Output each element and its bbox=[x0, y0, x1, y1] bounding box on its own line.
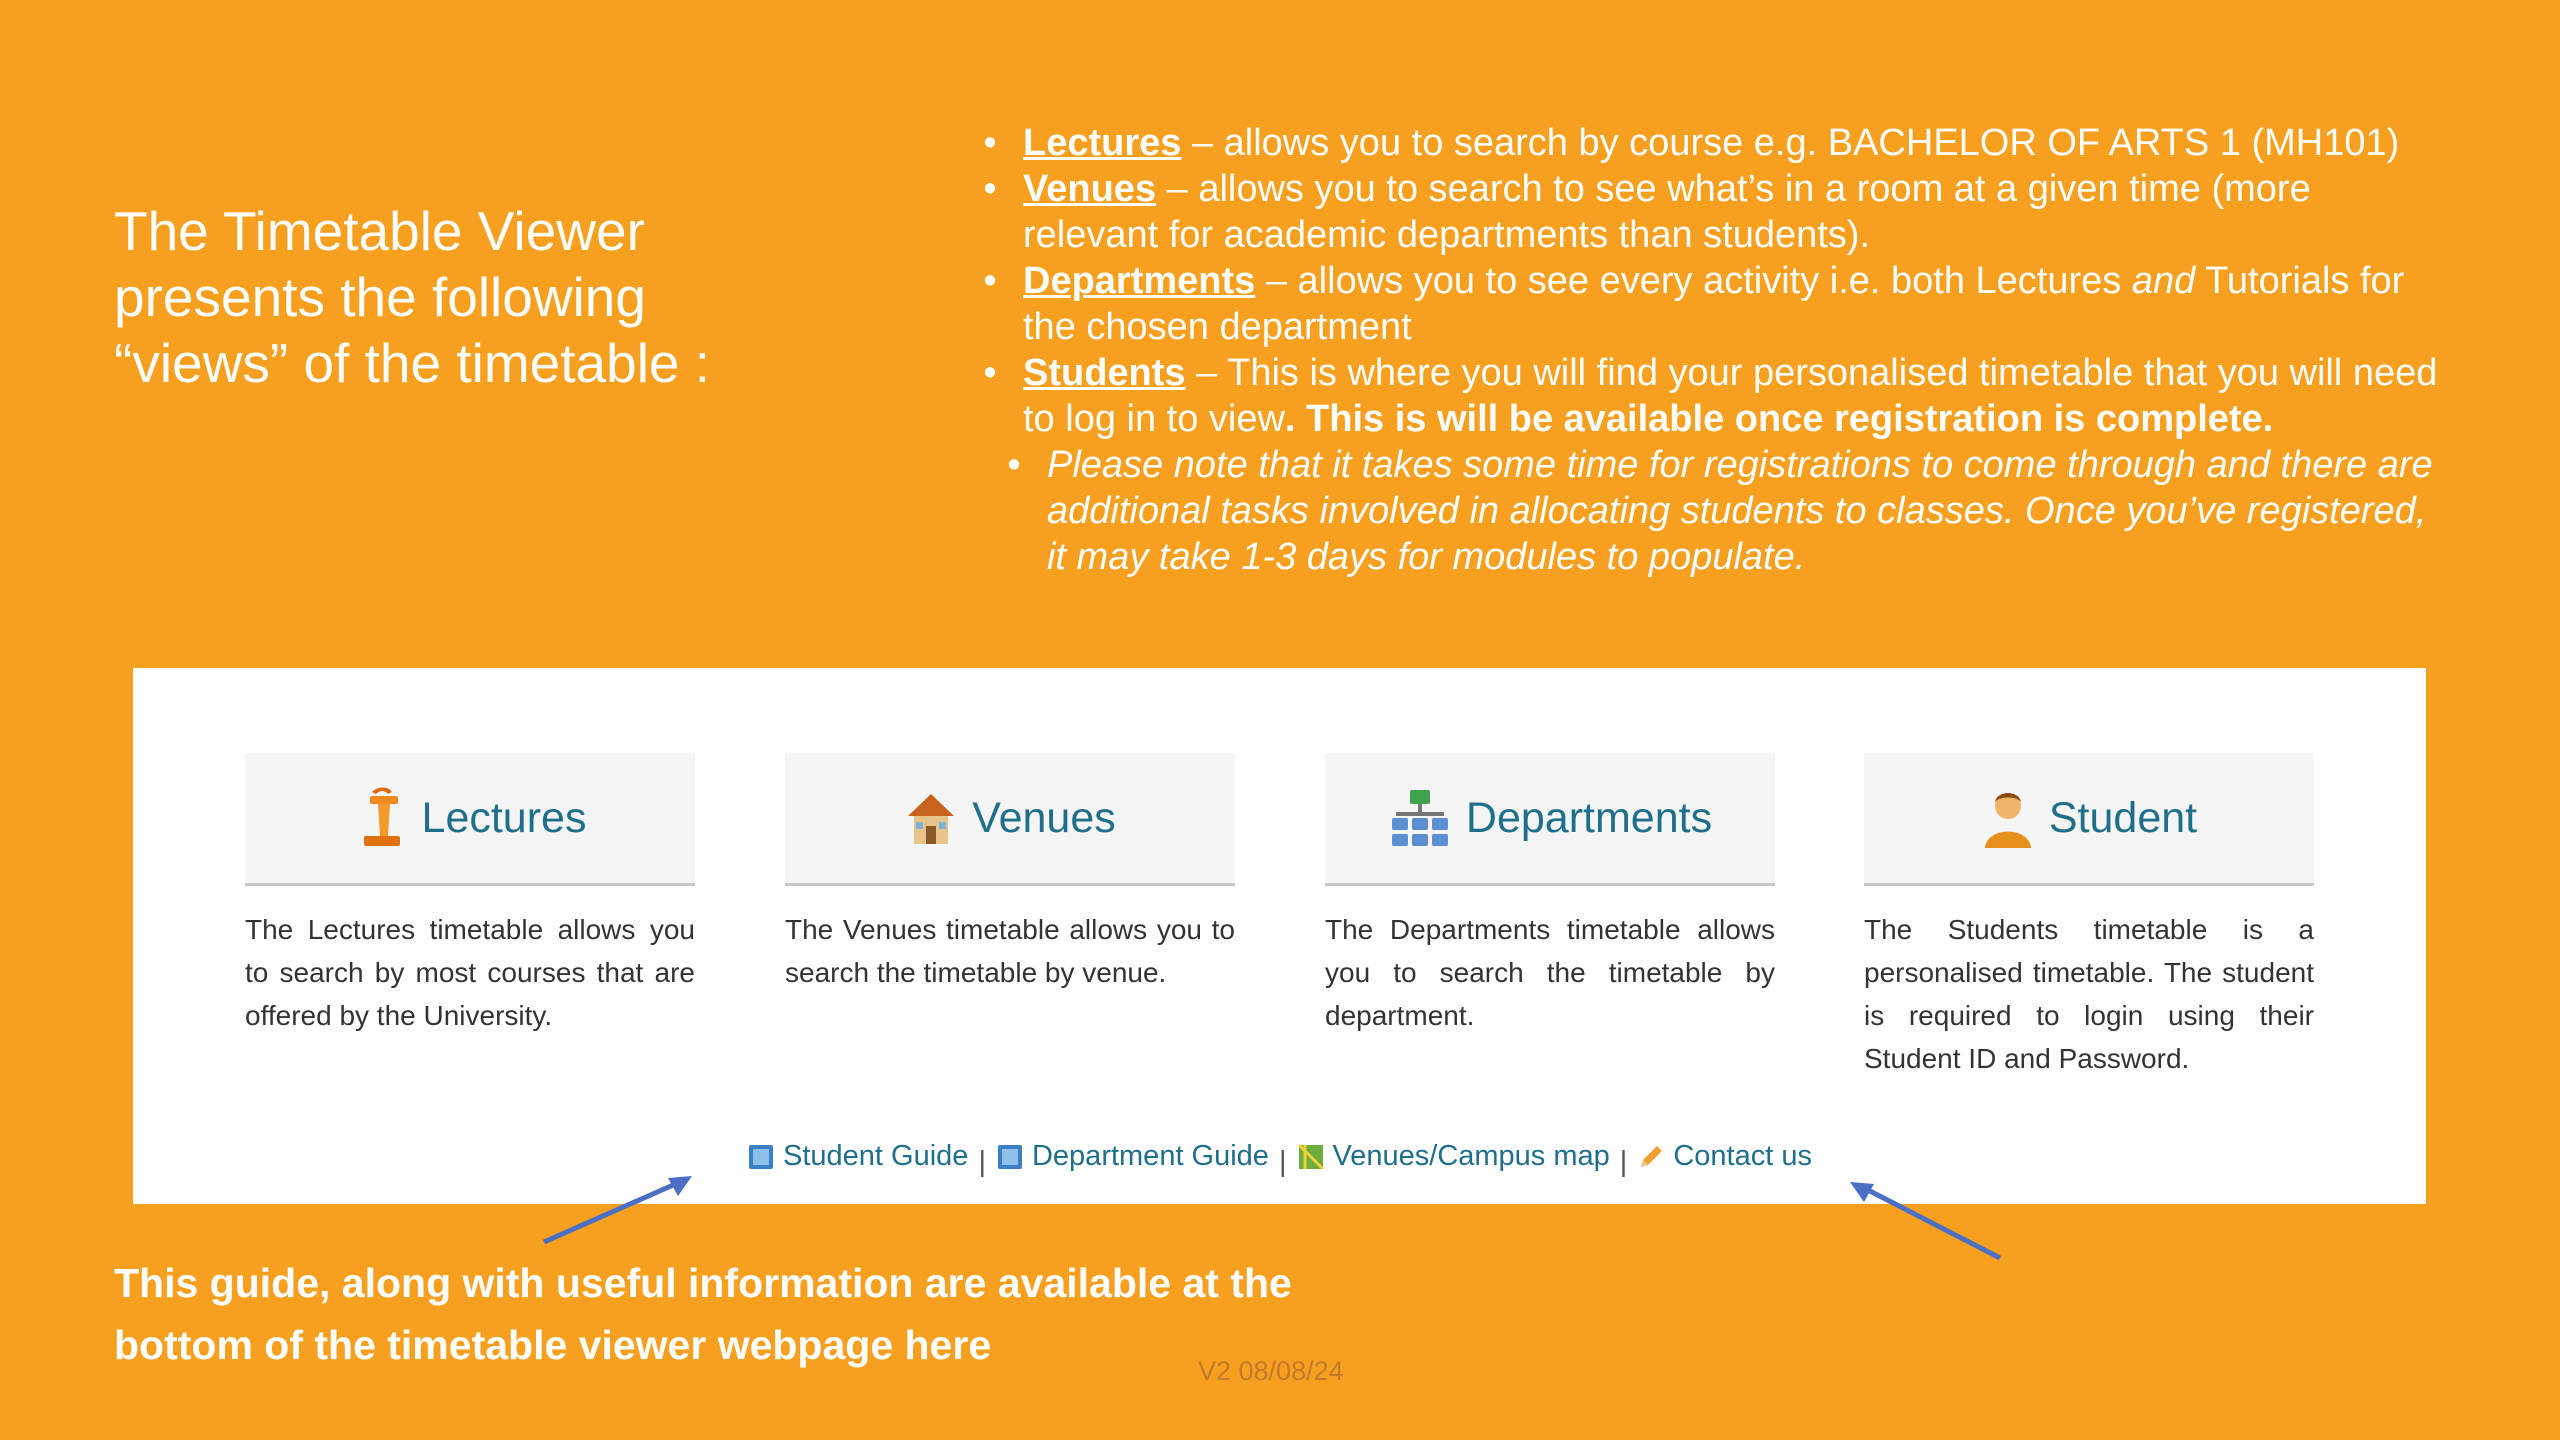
bullet-text-departments-before: – allows you to see every activity i.e. both Lectures bbox=[1255, 260, 2132, 302]
bullet-term-lectures: Lectures bbox=[1023, 122, 1182, 164]
card-title-venues: Venues bbox=[972, 793, 1116, 842]
bullet-text-venues: – allows you to search to see what’s in a room at a given time (more relevant for academic departments than students). bbox=[1023, 168, 2311, 256]
bullet-term-venues: Venues bbox=[1023, 168, 1157, 210]
bullet-dot: • bbox=[983, 260, 997, 302]
card-description-venues: The Venues timetable allows you to search the timetable by venue. bbox=[785, 914, 1235, 988]
bullet-dot: • bbox=[983, 352, 997, 394]
card-header-departments[interactable] bbox=[1325, 753, 1775, 886]
contact-us-link[interactable] bbox=[1637, 1140, 1812, 1173]
bullet-students bbox=[975, 350, 2445, 442]
bullet-dot: • bbox=[983, 122, 997, 164]
footer-note-line-1: This guide, along with useful information are available at the bbox=[114, 1260, 1292, 1306]
person-icon bbox=[1981, 786, 2035, 850]
contact-us-label: Contact us bbox=[1673, 1140, 1812, 1172]
bullet-venues bbox=[975, 166, 2445, 258]
bullet-lectures bbox=[975, 120, 2445, 166]
book-icon bbox=[996, 1143, 1024, 1171]
card-header-student[interactable] bbox=[1864, 753, 2314, 886]
link-separator: | bbox=[1619, 1145, 1628, 1178]
card-title-lectures: Lectures bbox=[421, 793, 587, 842]
org-chart-icon bbox=[1388, 786, 1452, 850]
card-description-lectures: The Lectures timetable allows you to search by most courses that are offered by the University. bbox=[245, 914, 695, 1031]
card-header-lectures[interactable] bbox=[245, 753, 695, 886]
bullet-text-departments-em: and bbox=[2131, 260, 2196, 302]
card-description-departments: The Departments timetable allows you to search the timetable by department. bbox=[1325, 914, 1775, 1031]
map-icon bbox=[1297, 1143, 1325, 1171]
slide-heading bbox=[114, 198, 814, 396]
department-guide-label: Department Guide bbox=[1031, 1140, 1269, 1172]
heading-line-1: The Timetable Viewer bbox=[114, 200, 645, 262]
card-title-student: Student bbox=[2048, 793, 2198, 842]
bullet-note bbox=[975, 442, 2445, 580]
card-venues[interactable] bbox=[785, 753, 1235, 994]
card-departments[interactable] bbox=[1325, 753, 1775, 1037]
lectern-icon bbox=[354, 786, 408, 850]
version-label: V2 08/08/24 bbox=[1198, 1356, 1344, 1386]
heading-line-2: presents the following bbox=[114, 266, 646, 328]
student-guide-link[interactable] bbox=[747, 1140, 968, 1173]
pencil-icon bbox=[1637, 1143, 1665, 1171]
bullet-dot: • bbox=[1007, 444, 1021, 486]
heading-line-3: “views” of the timetable : bbox=[114, 332, 711, 394]
link-separator: | bbox=[1278, 1145, 1287, 1178]
campus-map-link[interactable] bbox=[1297, 1140, 1610, 1173]
campus-map-label: Venues/Campus map bbox=[1332, 1140, 1610, 1172]
bullet-text-note: Please note that it takes some time for registrations to come through and there are additional tasks involved in allocating students to classes. Once you’ve registered, it may take 1-3 days for modules to populate. bbox=[1047, 444, 2433, 578]
bullet-dot: • bbox=[983, 168, 997, 210]
card-lectures[interactable] bbox=[245, 753, 695, 1037]
arrow-right-icon bbox=[1840, 1180, 2010, 1260]
timetable-viewer-screenshot bbox=[133, 668, 2426, 1204]
card-student[interactable] bbox=[1864, 753, 2314, 1080]
house-icon bbox=[904, 786, 958, 850]
footer-note-line-2: bottom of the timetable viewer webpage here bbox=[114, 1322, 992, 1368]
card-header-venues[interactable] bbox=[785, 753, 1235, 886]
bullet-departments bbox=[975, 258, 2445, 350]
book-icon bbox=[747, 1143, 775, 1171]
bullet-text-students: – This is where you will find your personalised timetable that you will need to log in to view bbox=[1023, 352, 2438, 440]
bullet-text-lectures: – allows you to search by course e.g. BACHELOR OF ARTS 1 (MH101) bbox=[1181, 122, 2400, 164]
views-bullet-list bbox=[975, 120, 2445, 580]
student-guide-label: Student Guide bbox=[783, 1140, 969, 1172]
arrow-left-icon bbox=[530, 1170, 700, 1250]
card-title-departments: Departments bbox=[1465, 793, 1713, 842]
bullet-term-students: Students bbox=[1023, 352, 1186, 394]
card-description-student: The Students timetable is a personalised timetable. The student is required to login using their Student ID and Password. bbox=[1864, 914, 2314, 1074]
link-separator: | bbox=[978, 1145, 986, 1178]
bullet-term-departments: Departments bbox=[1023, 260, 1256, 302]
bullet-text-students-bold: . This is will be available once registration is complete. bbox=[1284, 398, 2274, 440]
bullet-text-departments-after: Tutorials for the chosen department bbox=[1023, 260, 2405, 348]
department-guide-link[interactable] bbox=[996, 1140, 1269, 1173]
footer-links bbox=[133, 1140, 2426, 1179]
